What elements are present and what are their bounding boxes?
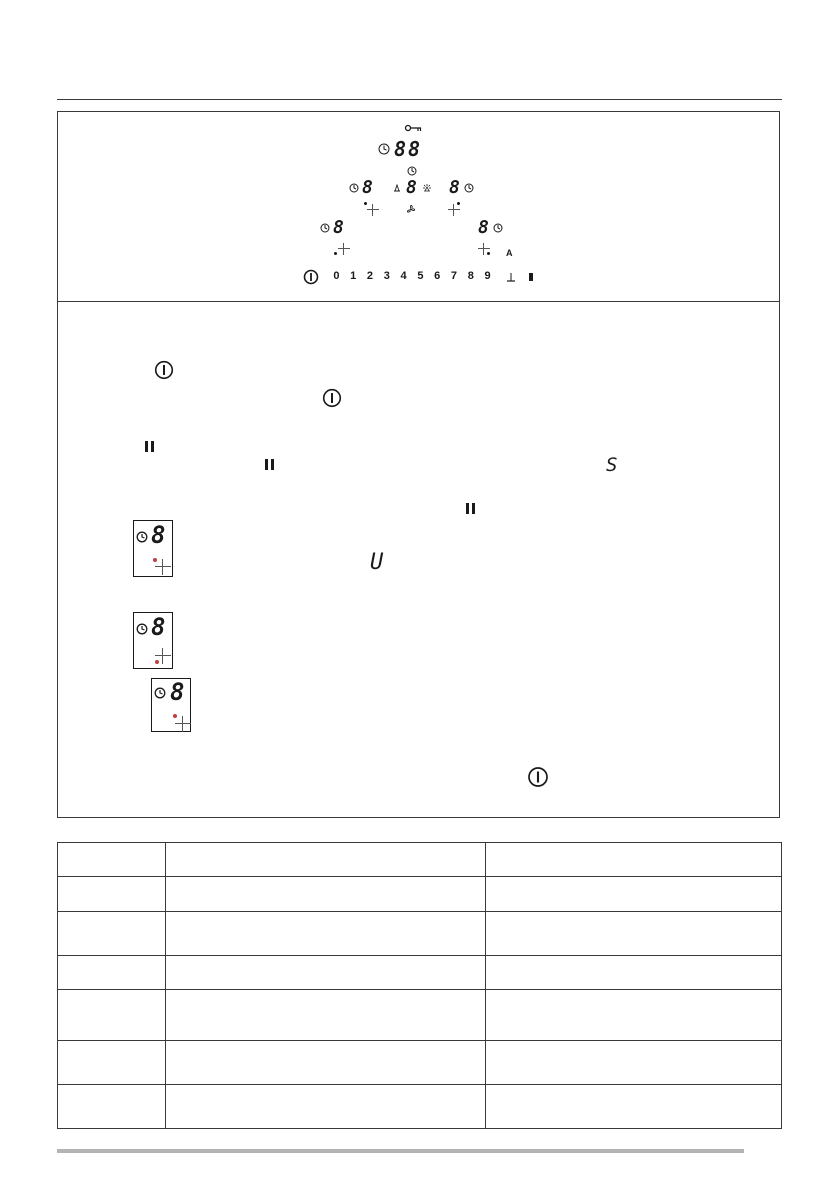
zone-dot bbox=[334, 252, 337, 255]
zone-box bbox=[151, 678, 191, 732]
symbol-s: S bbox=[606, 454, 618, 476]
clock-icon bbox=[407, 166, 417, 176]
table-row bbox=[58, 1085, 782, 1129]
panel-divider bbox=[58, 301, 779, 302]
zone-display-rear-right: 8 bbox=[449, 177, 460, 198]
power-level-7[interactable]: 7 bbox=[450, 270, 458, 282]
symbol-u: U bbox=[370, 550, 384, 575]
pause-icon bbox=[466, 503, 475, 514]
on-off-icon[interactable] bbox=[303, 269, 319, 285]
key-lock-icon bbox=[404, 124, 422, 132]
power-scale[interactable] bbox=[328, 270, 496, 282]
zone-digit: 8 bbox=[170, 678, 185, 706]
info-table bbox=[57, 842, 782, 1129]
zone-display-rear-left: 8 bbox=[362, 177, 373, 198]
table-row bbox=[58, 912, 782, 956]
light-icon bbox=[422, 183, 432, 193]
on-off-icon bbox=[527, 766, 549, 788]
pause-icon bbox=[265, 459, 274, 470]
power-level-6[interactable]: 6 bbox=[434, 270, 441, 282]
clock-icon bbox=[154, 687, 166, 699]
zone-dot bbox=[457, 202, 460, 205]
power-level-0[interactable]: 0 bbox=[333, 270, 340, 282]
power-level-9[interactable]: 9 bbox=[484, 270, 491, 282]
zone-display-front-right: 8 bbox=[478, 217, 489, 238]
plus-icon[interactable] bbox=[448, 204, 460, 216]
clock-icon bbox=[464, 183, 474, 193]
auto-label: A bbox=[506, 248, 513, 258]
on-off-icon bbox=[154, 360, 174, 380]
footer-bar bbox=[57, 1149, 744, 1153]
zone-digit: 8 bbox=[151, 521, 166, 549]
power-level-5[interactable]: 5 bbox=[417, 270, 424, 282]
plus-icon[interactable] bbox=[367, 204, 379, 216]
zone-box bbox=[133, 612, 173, 669]
zone-box bbox=[133, 520, 173, 577]
stop-icon[interactable] bbox=[529, 273, 533, 281]
clock-icon bbox=[320, 223, 330, 233]
booster-icon[interactable] bbox=[506, 271, 516, 283]
table-row bbox=[58, 877, 782, 912]
table-row bbox=[58, 1041, 782, 1085]
power-level-4[interactable]: 4 bbox=[400, 270, 407, 282]
zone-digit: 8 bbox=[151, 613, 166, 641]
zone-display-front-left: 8 bbox=[333, 217, 344, 238]
plus-icon bbox=[155, 559, 171, 575]
plus-icon bbox=[155, 648, 171, 664]
table-row bbox=[58, 843, 782, 877]
dot-label: . bbox=[347, 176, 348, 178]
clock-icon bbox=[378, 143, 390, 155]
power-level-2[interactable]: 2 bbox=[366, 270, 374, 282]
plus-icon bbox=[175, 716, 191, 732]
clock-icon bbox=[136, 531, 148, 543]
clock-icon bbox=[349, 183, 359, 193]
fan-icon[interactable] bbox=[405, 204, 417, 215]
table-row bbox=[58, 956, 782, 990]
clock-icon bbox=[493, 223, 503, 233]
power-level-3[interactable]: 3 bbox=[383, 270, 390, 282]
zone-dot bbox=[487, 252, 490, 255]
sink-icon bbox=[392, 183, 402, 193]
plus-icon[interactable] bbox=[338, 243, 350, 255]
pause-icon bbox=[145, 441, 154, 452]
clock-icon bbox=[136, 623, 148, 635]
power-level-1[interactable]: 1 bbox=[350, 270, 357, 282]
timer-display: 88 bbox=[394, 137, 423, 161]
table-row bbox=[58, 990, 782, 1041]
zone-display-center: 8 bbox=[406, 177, 417, 198]
power-level-8[interactable]: 8 bbox=[467, 270, 474, 282]
on-off-icon bbox=[322, 388, 342, 408]
header-rule bbox=[57, 99, 782, 100]
